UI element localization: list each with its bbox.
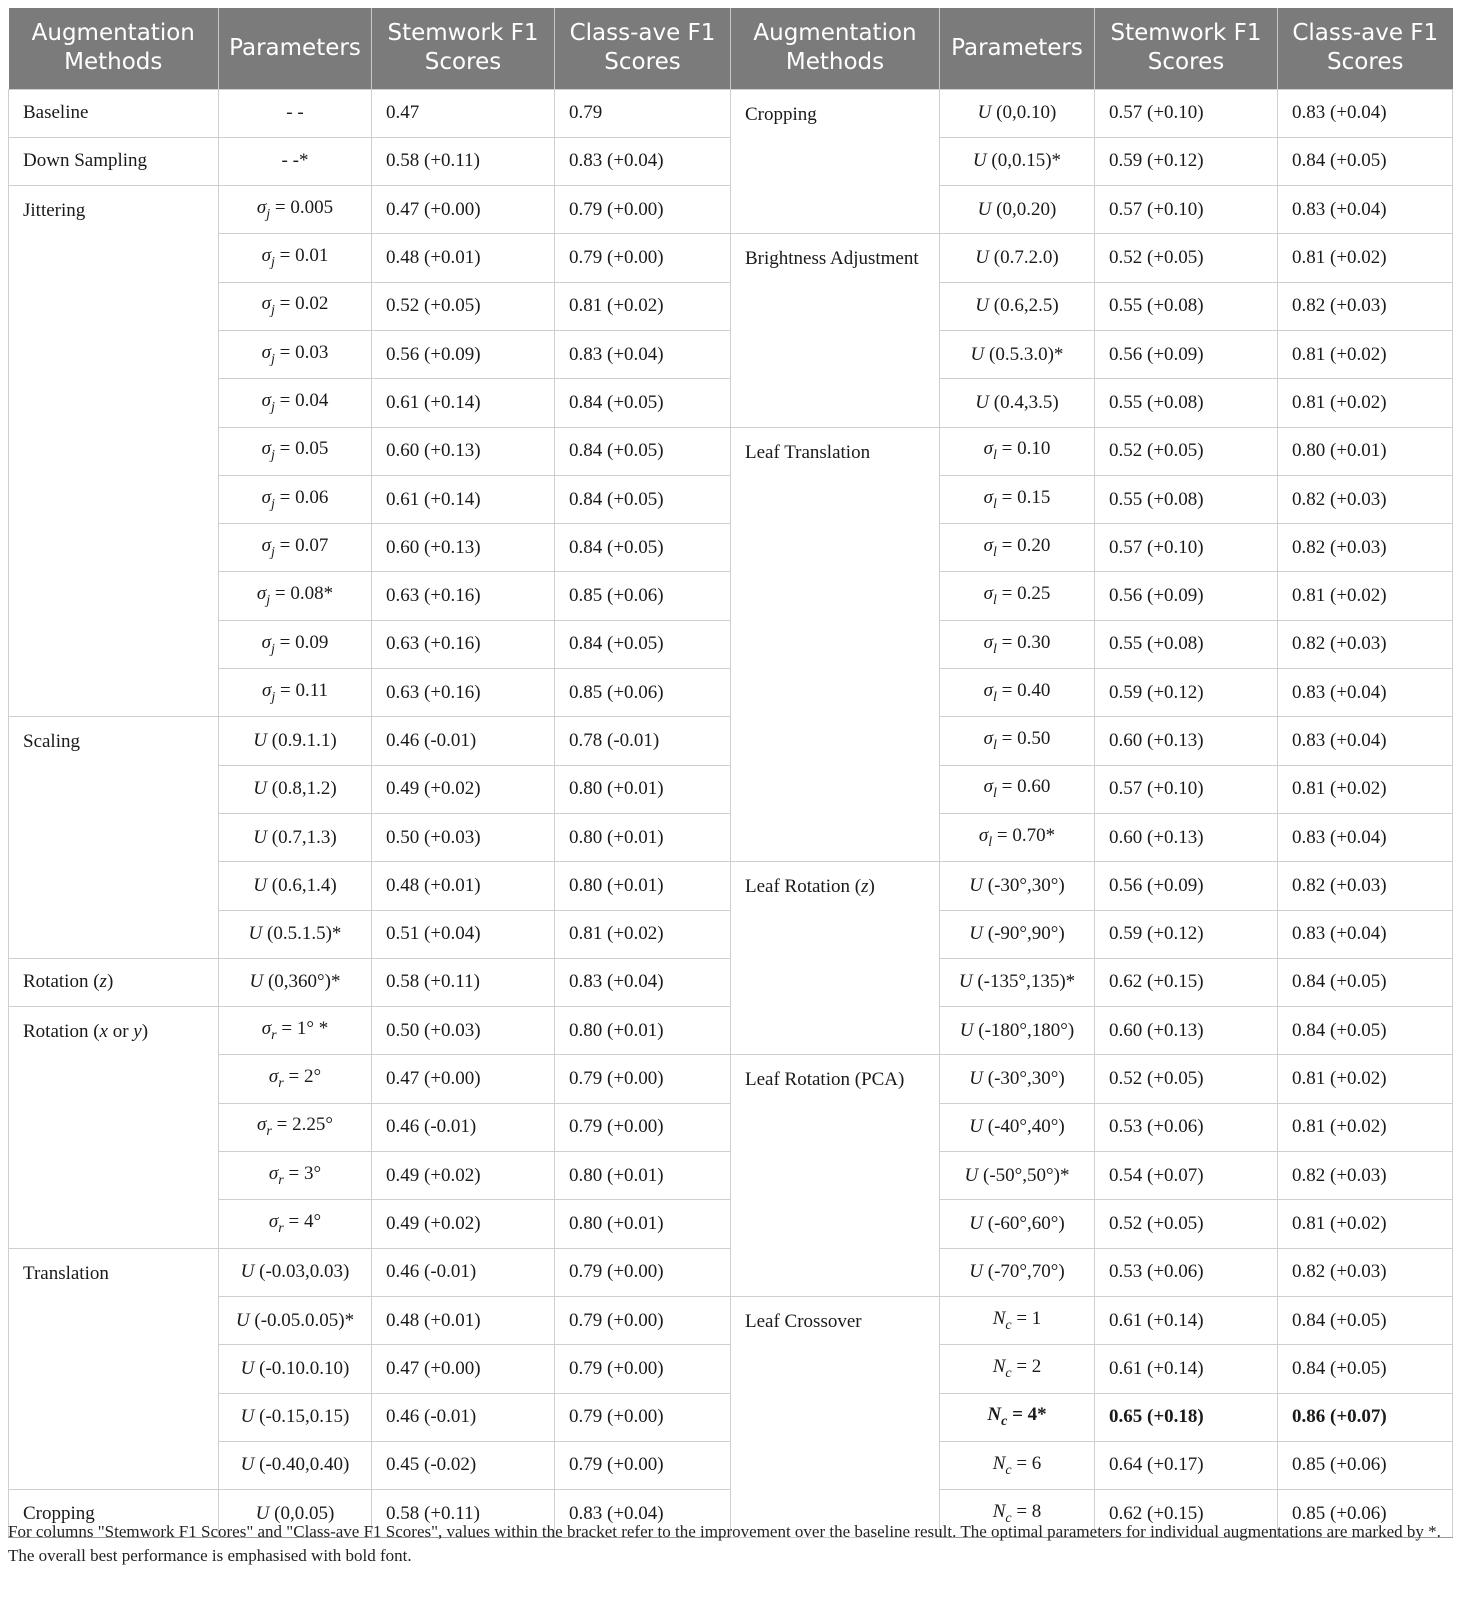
class-ave-f1-cell-left: 0.81 (+0.02) xyxy=(555,910,731,958)
class-ave-f1-cell-left: 0.79 (+0.00) xyxy=(555,234,731,282)
class-ave-f1-cell-right: 0.83 (+0.04) xyxy=(1278,813,1453,861)
class-ave-f1-cell-left: 0.84 (+0.05) xyxy=(555,524,731,572)
parameter-cell-right: U (0,0.15)* xyxy=(940,137,1095,185)
class-ave-f1-cell-left: 0.83 (+0.04) xyxy=(555,137,731,185)
stemwork-f1-cell-left: 0.46 (-0.01) xyxy=(372,1103,555,1151)
parameter-cell-right: U (-50°,50°)* xyxy=(940,1152,1095,1200)
header-augmentation-methods-left: Augmentation Methods xyxy=(9,8,219,89)
parameter-cell-left: U (-0.10.0.10) xyxy=(219,1345,372,1393)
parameter-cell-left: U (0.7,1.3) xyxy=(219,813,372,861)
parameter-cell-right: U (0,0.10) xyxy=(940,89,1095,137)
stemwork-f1-cell-right: 0.55 (+0.08) xyxy=(1095,475,1278,523)
class-ave-f1-cell-right: 0.83 (+0.04) xyxy=(1278,717,1453,765)
stemwork-f1-cell-right: 0.60 (+0.13) xyxy=(1095,813,1278,861)
parameter-cell-right: $\sigma_l = 0.60$ xyxy=(940,765,1095,813)
class-ave-f1-cell-right: 0.82 (+0.03) xyxy=(1278,620,1453,668)
parameter-cell-left: $\sigma_j = 0.05$ xyxy=(219,427,372,475)
class-ave-f1-cell-right: 0.82 (+0.03) xyxy=(1278,524,1453,572)
parameter-cell-left: U (-0.40,0.40) xyxy=(219,1441,372,1489)
stemwork-f1-cell-right: 0.62 (+0.15) xyxy=(1095,1490,1278,1538)
class-ave-f1-cell-right: 0.81 (+0.02) xyxy=(1278,1200,1453,1248)
stemwork-f1-cell-left: 0.46 (-0.01) xyxy=(372,717,555,765)
parameter-cell-left: $\sigma_j = 0.01$ xyxy=(219,234,372,282)
parameter-cell-right: $\sigma_l = 0.25$ xyxy=(940,572,1095,620)
parameter-cell-left: $\sigma_r = 2.25^\circ$ xyxy=(219,1103,372,1151)
stemwork-f1-cell-right: 0.59 (+0.12) xyxy=(1095,137,1278,185)
stemwork-f1-cell-left: 0.60 (+0.13) xyxy=(372,427,555,475)
parameter-cell-right: U (-60°,60°) xyxy=(940,1200,1095,1248)
parameter-cell-left: U (0.5.1.5)* xyxy=(219,910,372,958)
class-ave-f1-cell-left: 0.84 (+0.05) xyxy=(555,620,731,668)
header-parameters-right: Parameters xyxy=(940,8,1095,89)
class-ave-f1-cell-left: 0.78 (-0.01) xyxy=(555,717,731,765)
class-ave-f1-cell-right: 0.81 (+0.02) xyxy=(1278,765,1453,813)
class-ave-f1-cell-left: 0.84 (+0.05) xyxy=(555,475,731,523)
method-cell-right: Brightness Adjustment xyxy=(731,234,940,427)
stemwork-f1-cell-right: 0.64 (+0.17) xyxy=(1095,1441,1278,1489)
parameter-cell-right: U (-30°,30°) xyxy=(940,1055,1095,1103)
stemwork-f1-cell-left: 0.48 (+0.01) xyxy=(372,234,555,282)
stemwork-f1-cell-right: 0.57 (+0.10) xyxy=(1095,89,1278,137)
stemwork-f1-cell-right: 0.57 (+0.10) xyxy=(1095,524,1278,572)
class-ave-f1-cell-left: 0.80 (+0.01) xyxy=(555,765,731,813)
stemwork-f1-cell-right: 0.56 (+0.09) xyxy=(1095,572,1278,620)
stemwork-f1-cell-left: 0.48 (+0.01) xyxy=(372,862,555,910)
method-cell-left: Baseline xyxy=(9,89,219,137)
stemwork-f1-cell-right: 0.60 (+0.13) xyxy=(1095,1007,1278,1055)
stemwork-f1-cell-right: 0.53 (+0.06) xyxy=(1095,1103,1278,1151)
header-stemwork-f1-left: Stemwork F1 Scores xyxy=(372,8,555,89)
augmentation-results-table xyxy=(8,8,1453,1538)
class-ave-f1-cell-right: 0.85 (+0.06) xyxy=(1278,1490,1453,1538)
class-ave-f1-cell-left: 0.85 (+0.06) xyxy=(555,572,731,620)
parameter-cell-left: U (-0.15,0.15) xyxy=(219,1393,372,1441)
table-body xyxy=(9,89,1453,1538)
header-class-ave-f1-right: Class-ave F1 Scores xyxy=(1278,8,1453,89)
class-ave-f1-cell-right: 0.81 (+0.02) xyxy=(1278,572,1453,620)
method-cell-right: Leaf Rotation (z) xyxy=(731,862,940,1055)
parameter-cell-right: $\sigma_l = 0.50$ xyxy=(940,717,1095,765)
class-ave-f1-cell-left: 0.79 (+0.00) xyxy=(555,1055,731,1103)
parameter-cell-right: U (0.7.2.0) xyxy=(940,234,1095,282)
stemwork-f1-cell-right: 0.54 (+0.07) xyxy=(1095,1152,1278,1200)
parameter-cell-right: U (-70°,70°) xyxy=(940,1248,1095,1296)
stemwork-f1-cell-right: 0.53 (+0.06) xyxy=(1095,1248,1278,1296)
stemwork-f1-cell-left: 0.58 (+0.11) xyxy=(372,958,555,1006)
table-row xyxy=(9,234,1453,282)
parameter-cell-right: $\sigma_l = 0.15$ xyxy=(940,475,1095,523)
parameter-cell-right: U (0.5.3.0)* xyxy=(940,330,1095,378)
class-ave-f1-cell-left: 0.80 (+0.01) xyxy=(555,1007,731,1055)
parameter-cell-left: $\sigma_r = 3^\circ$ xyxy=(219,1152,372,1200)
stemwork-f1-cell-left: 0.49 (+0.02) xyxy=(372,1152,555,1200)
class-ave-f1-cell-right: 0.83 (+0.04) xyxy=(1278,910,1453,958)
class-ave-f1-cell-left: 0.79 (+0.00) xyxy=(555,186,731,234)
method-cell-left: Down Sampling xyxy=(9,137,219,185)
parameter-cell-left: $\sigma_j = 0.11$ xyxy=(219,669,372,717)
stemwork-f1-cell-left: 0.61 (+0.14) xyxy=(372,475,555,523)
stemwork-f1-cell-right: 0.55 (+0.08) xyxy=(1095,620,1278,668)
class-ave-f1-cell-right: 0.81 (+0.02) xyxy=(1278,1055,1453,1103)
parameter-cell-left: U (0.8,1.2) xyxy=(219,765,372,813)
parameter-cell-left: U (0,0.05) xyxy=(219,1490,372,1538)
parameter-cell-right: U (0.6,2.5) xyxy=(940,282,1095,330)
parameter-cell-right: $N_c = 6$ xyxy=(940,1441,1095,1489)
class-ave-f1-cell-left: 0.84 (+0.05) xyxy=(555,379,731,427)
stemwork-f1-cell-right: 0.59 (+0.12) xyxy=(1095,669,1278,717)
table-row xyxy=(9,1055,1453,1103)
stemwork-f1-cell-right: 0.57 (+0.10) xyxy=(1095,765,1278,813)
class-ave-f1-cell-right: 0.86 (+0.07) xyxy=(1278,1393,1453,1441)
header-parameters-left: Parameters xyxy=(219,8,372,89)
class-ave-f1-cell-right: 0.83 (+0.04) xyxy=(1278,669,1453,717)
stemwork-f1-cell-left: 0.47 (+0.00) xyxy=(372,186,555,234)
class-ave-f1-cell-left: 0.83 (+0.04) xyxy=(555,958,731,1006)
class-ave-f1-cell-right: 0.83 (+0.04) xyxy=(1278,186,1453,234)
parameter-cell-right: $N_c = 1$ xyxy=(940,1296,1095,1344)
parameter-cell-left: $\sigma_j = 0.08*$ xyxy=(219,572,372,620)
stemwork-f1-cell-right: 0.52 (+0.05) xyxy=(1095,1055,1278,1103)
class-ave-f1-cell-right: 0.84 (+0.05) xyxy=(1278,137,1453,185)
stemwork-f1-cell-left: 0.50 (+0.03) xyxy=(372,1007,555,1055)
class-ave-f1-cell-left: 0.79 xyxy=(555,89,731,137)
stemwork-f1-cell-right: 0.61 (+0.14) xyxy=(1095,1345,1278,1393)
parameter-cell-right: $N_c = 4*$ xyxy=(940,1393,1095,1441)
parameter-cell-right: $N_c = 2$ xyxy=(940,1345,1095,1393)
stemwork-f1-cell-left: 0.56 (+0.09) xyxy=(372,330,555,378)
parameter-cell-right: $\sigma_l = 0.70*$ xyxy=(940,813,1095,861)
class-ave-f1-cell-right: 0.84 (+0.05) xyxy=(1278,1007,1453,1055)
stemwork-f1-cell-right: 0.55 (+0.08) xyxy=(1095,282,1278,330)
method-cell-left: Cropping xyxy=(9,1490,219,1538)
parameter-cell-left: - - xyxy=(219,89,372,137)
parameter-cell-right: U (-135°,135)* xyxy=(940,958,1095,1006)
stemwork-f1-cell-left: 0.61 (+0.14) xyxy=(372,379,555,427)
method-cell-left: Scaling xyxy=(9,717,219,958)
stemwork-f1-cell-left: 0.50 (+0.03) xyxy=(372,813,555,861)
results-table-container xyxy=(8,8,1452,1538)
parameter-cell-right: $\sigma_l = 0.20$ xyxy=(940,524,1095,572)
method-cell-right: Leaf Translation xyxy=(731,427,940,862)
stemwork-f1-cell-left: 0.45 (-0.02) xyxy=(372,1441,555,1489)
parameter-cell-left: $\sigma_j = 0.005$ xyxy=(219,186,372,234)
stemwork-f1-cell-right: 0.59 (+0.12) xyxy=(1095,910,1278,958)
stemwork-f1-cell-right: 0.60 (+0.13) xyxy=(1095,717,1278,765)
parameter-cell-left: $\sigma_j = 0.06$ xyxy=(219,475,372,523)
parameter-cell-left: U (-0.05.0.05)* xyxy=(219,1296,372,1344)
header-class-ave-f1-left: Class-ave F1 Scores xyxy=(555,8,731,89)
parameter-cell-left: U (0.6,1.4) xyxy=(219,862,372,910)
parameter-cell-left: - -* xyxy=(219,137,372,185)
class-ave-f1-cell-right: 0.81 (+0.02) xyxy=(1278,1103,1453,1151)
parameter-cell-right: $\sigma_l = 0.40$ xyxy=(940,669,1095,717)
stemwork-f1-cell-left: 0.58 (+0.11) xyxy=(372,1490,555,1538)
class-ave-f1-cell-left: 0.85 (+0.06) xyxy=(555,669,731,717)
class-ave-f1-cell-right: 0.82 (+0.03) xyxy=(1278,1248,1453,1296)
class-ave-f1-cell-left: 0.80 (+0.01) xyxy=(555,1152,731,1200)
header-stemwork-f1-right: Stemwork F1 Scores xyxy=(1095,8,1278,89)
stemwork-f1-cell-left: 0.47 (+0.00) xyxy=(372,1345,555,1393)
method-cell-right: Leaf Crossover xyxy=(731,1296,940,1537)
stemwork-f1-cell-left: 0.63 (+0.16) xyxy=(372,620,555,668)
method-cell-right: Cropping xyxy=(731,89,940,234)
table-row xyxy=(9,862,1453,910)
parameter-cell-right: U (-30°,30°) xyxy=(940,862,1095,910)
parameter-cell-right: U (-40°,40°) xyxy=(940,1103,1095,1151)
parameter-cell-left: U (-0.03,0.03) xyxy=(219,1248,372,1296)
class-ave-f1-cell-left: 0.79 (+0.00) xyxy=(555,1103,731,1151)
class-ave-f1-cell-right: 0.84 (+0.05) xyxy=(1278,958,1453,1006)
parameter-cell-right: U (-180°,180°) xyxy=(940,1007,1095,1055)
class-ave-f1-cell-left: 0.79 (+0.00) xyxy=(555,1345,731,1393)
class-ave-f1-cell-left: 0.81 (+0.02) xyxy=(555,282,731,330)
stemwork-f1-cell-right: 0.56 (+0.09) xyxy=(1095,862,1278,910)
class-ave-f1-cell-right: 0.81 (+0.02) xyxy=(1278,234,1453,282)
stemwork-f1-cell-left: 0.47 xyxy=(372,89,555,137)
stemwork-f1-cell-right: 0.61 (+0.14) xyxy=(1095,1296,1278,1344)
parameter-cell-left: $\sigma_j = 0.07$ xyxy=(219,524,372,572)
class-ave-f1-cell-left: 0.80 (+0.01) xyxy=(555,813,731,861)
parameter-cell-left: $\sigma_r = 1^\circ$ * xyxy=(219,1007,372,1055)
stemwork-f1-cell-left: 0.58 (+0.11) xyxy=(372,137,555,185)
class-ave-f1-cell-right: 0.80 (+0.01) xyxy=(1278,427,1453,475)
class-ave-f1-cell-right: 0.82 (+0.03) xyxy=(1278,1152,1453,1200)
table-row xyxy=(9,1296,1453,1344)
parameter-cell-left: U (0.9.1.1) xyxy=(219,717,372,765)
parameter-cell-left: $\sigma_r = 2^\circ$ xyxy=(219,1055,372,1103)
stemwork-f1-cell-left: 0.52 (+0.05) xyxy=(372,282,555,330)
stemwork-f1-cell-right: 0.52 (+0.05) xyxy=(1095,1200,1278,1248)
class-ave-f1-cell-right: 0.82 (+0.03) xyxy=(1278,282,1453,330)
stemwork-f1-cell-left: 0.48 (+0.01) xyxy=(372,1296,555,1344)
parameter-cell-left: $\sigma_j = 0.02$ xyxy=(219,282,372,330)
method-cell-left: Translation xyxy=(9,1248,219,1489)
class-ave-f1-cell-left: 0.83 (+0.04) xyxy=(555,1490,731,1538)
stemwork-f1-cell-left: 0.60 (+0.13) xyxy=(372,524,555,572)
class-ave-f1-cell-left: 0.79 (+0.00) xyxy=(555,1296,731,1344)
parameter-cell-right: $N_c = 8$ xyxy=(940,1490,1095,1538)
class-ave-f1-cell-left: 0.79 (+0.00) xyxy=(555,1441,731,1489)
table-row xyxy=(9,427,1453,475)
stemwork-f1-cell-left: 0.49 (+0.02) xyxy=(372,1200,555,1248)
class-ave-f1-cell-right: 0.81 (+0.02) xyxy=(1278,330,1453,378)
stemwork-f1-cell-right: 0.52 (+0.05) xyxy=(1095,234,1278,282)
class-ave-f1-cell-left: 0.79 (+0.00) xyxy=(555,1393,731,1441)
method-cell-right: Leaf Rotation (PCA) xyxy=(731,1055,940,1296)
stemwork-f1-cell-left: 0.47 (+0.00) xyxy=(372,1055,555,1103)
parameter-cell-right: $\sigma_l = 0.10$ xyxy=(940,427,1095,475)
parameter-cell-left: $\sigma_j = 0.03$ xyxy=(219,330,372,378)
stemwork-f1-cell-right: 0.55 (+0.08) xyxy=(1095,379,1278,427)
parameter-cell-left: $\sigma_j = 0.04$ xyxy=(219,379,372,427)
parameter-cell-right: U (-90°,90°) xyxy=(940,910,1095,958)
class-ave-f1-cell-left: 0.83 (+0.04) xyxy=(555,330,731,378)
method-cell-left: Jittering xyxy=(9,186,219,717)
stemwork-f1-cell-left: 0.63 (+0.16) xyxy=(372,572,555,620)
stemwork-f1-cell-right: 0.57 (+0.10) xyxy=(1095,186,1278,234)
class-ave-f1-cell-left: 0.80 (+0.01) xyxy=(555,1200,731,1248)
stemwork-f1-cell-left: 0.46 (-0.01) xyxy=(372,1393,555,1441)
table-footnote: For columns "Stemwork F1 Scores" and "Class-ave F1 Scores", values within the bracket refer to the improvement over the baseline result. The optimal parameters for individual augmentations are marked by *. The overall best performance is emphasised with bold font. xyxy=(8,1522,1441,1565)
class-ave-f1-cell-right: 0.84 (+0.05) xyxy=(1278,1345,1453,1393)
stemwork-f1-cell-left: 0.51 (+0.04) xyxy=(372,910,555,958)
stemwork-f1-cell-right: 0.56 (+0.09) xyxy=(1095,330,1278,378)
method-cell-left: Rotation (x or y) xyxy=(9,1007,219,1248)
class-ave-f1-cell-right: 0.85 (+0.06) xyxy=(1278,1441,1453,1489)
class-ave-f1-cell-left: 0.79 (+0.00) xyxy=(555,1248,731,1296)
class-ave-f1-cell-right: 0.83 (+0.04) xyxy=(1278,89,1453,137)
stemwork-f1-cell-right: 0.52 (+0.05) xyxy=(1095,427,1278,475)
parameter-cell-right: $\sigma_l = 0.30$ xyxy=(940,620,1095,668)
parameter-cell-right: U (0,0.20) xyxy=(940,186,1095,234)
class-ave-f1-cell-right: 0.82 (+0.03) xyxy=(1278,862,1453,910)
parameter-cell-left: $\sigma_r = 4^\circ$ xyxy=(219,1200,372,1248)
parameter-cell-left: $\sigma_j = 0.09$ xyxy=(219,620,372,668)
stemwork-f1-cell-right: 0.62 (+0.15) xyxy=(1095,958,1278,1006)
class-ave-f1-cell-right: 0.84 (+0.05) xyxy=(1278,1296,1453,1344)
class-ave-f1-cell-left: 0.84 (+0.05) xyxy=(555,427,731,475)
class-ave-f1-cell-left: 0.80 (+0.01) xyxy=(555,862,731,910)
method-cell-left: Rotation (z) xyxy=(9,958,219,1006)
class-ave-f1-cell-right: 0.81 (+0.02) xyxy=(1278,379,1453,427)
table-row xyxy=(9,89,1453,137)
parameter-cell-right: U (0.4,3.5) xyxy=(940,379,1095,427)
stemwork-f1-cell-right: 0.65 (+0.18) xyxy=(1095,1393,1278,1441)
header-row xyxy=(9,8,1453,89)
stemwork-f1-cell-left: 0.63 (+0.16) xyxy=(372,669,555,717)
parameter-cell-left: U (0,360°)* xyxy=(219,958,372,1006)
stemwork-f1-cell-left: 0.46 (-0.01) xyxy=(372,1248,555,1296)
header-augmentation-methods-right: Augmentation Methods xyxy=(731,8,940,89)
stemwork-f1-cell-left: 0.49 (+0.02) xyxy=(372,765,555,813)
class-ave-f1-cell-right: 0.82 (+0.03) xyxy=(1278,475,1453,523)
